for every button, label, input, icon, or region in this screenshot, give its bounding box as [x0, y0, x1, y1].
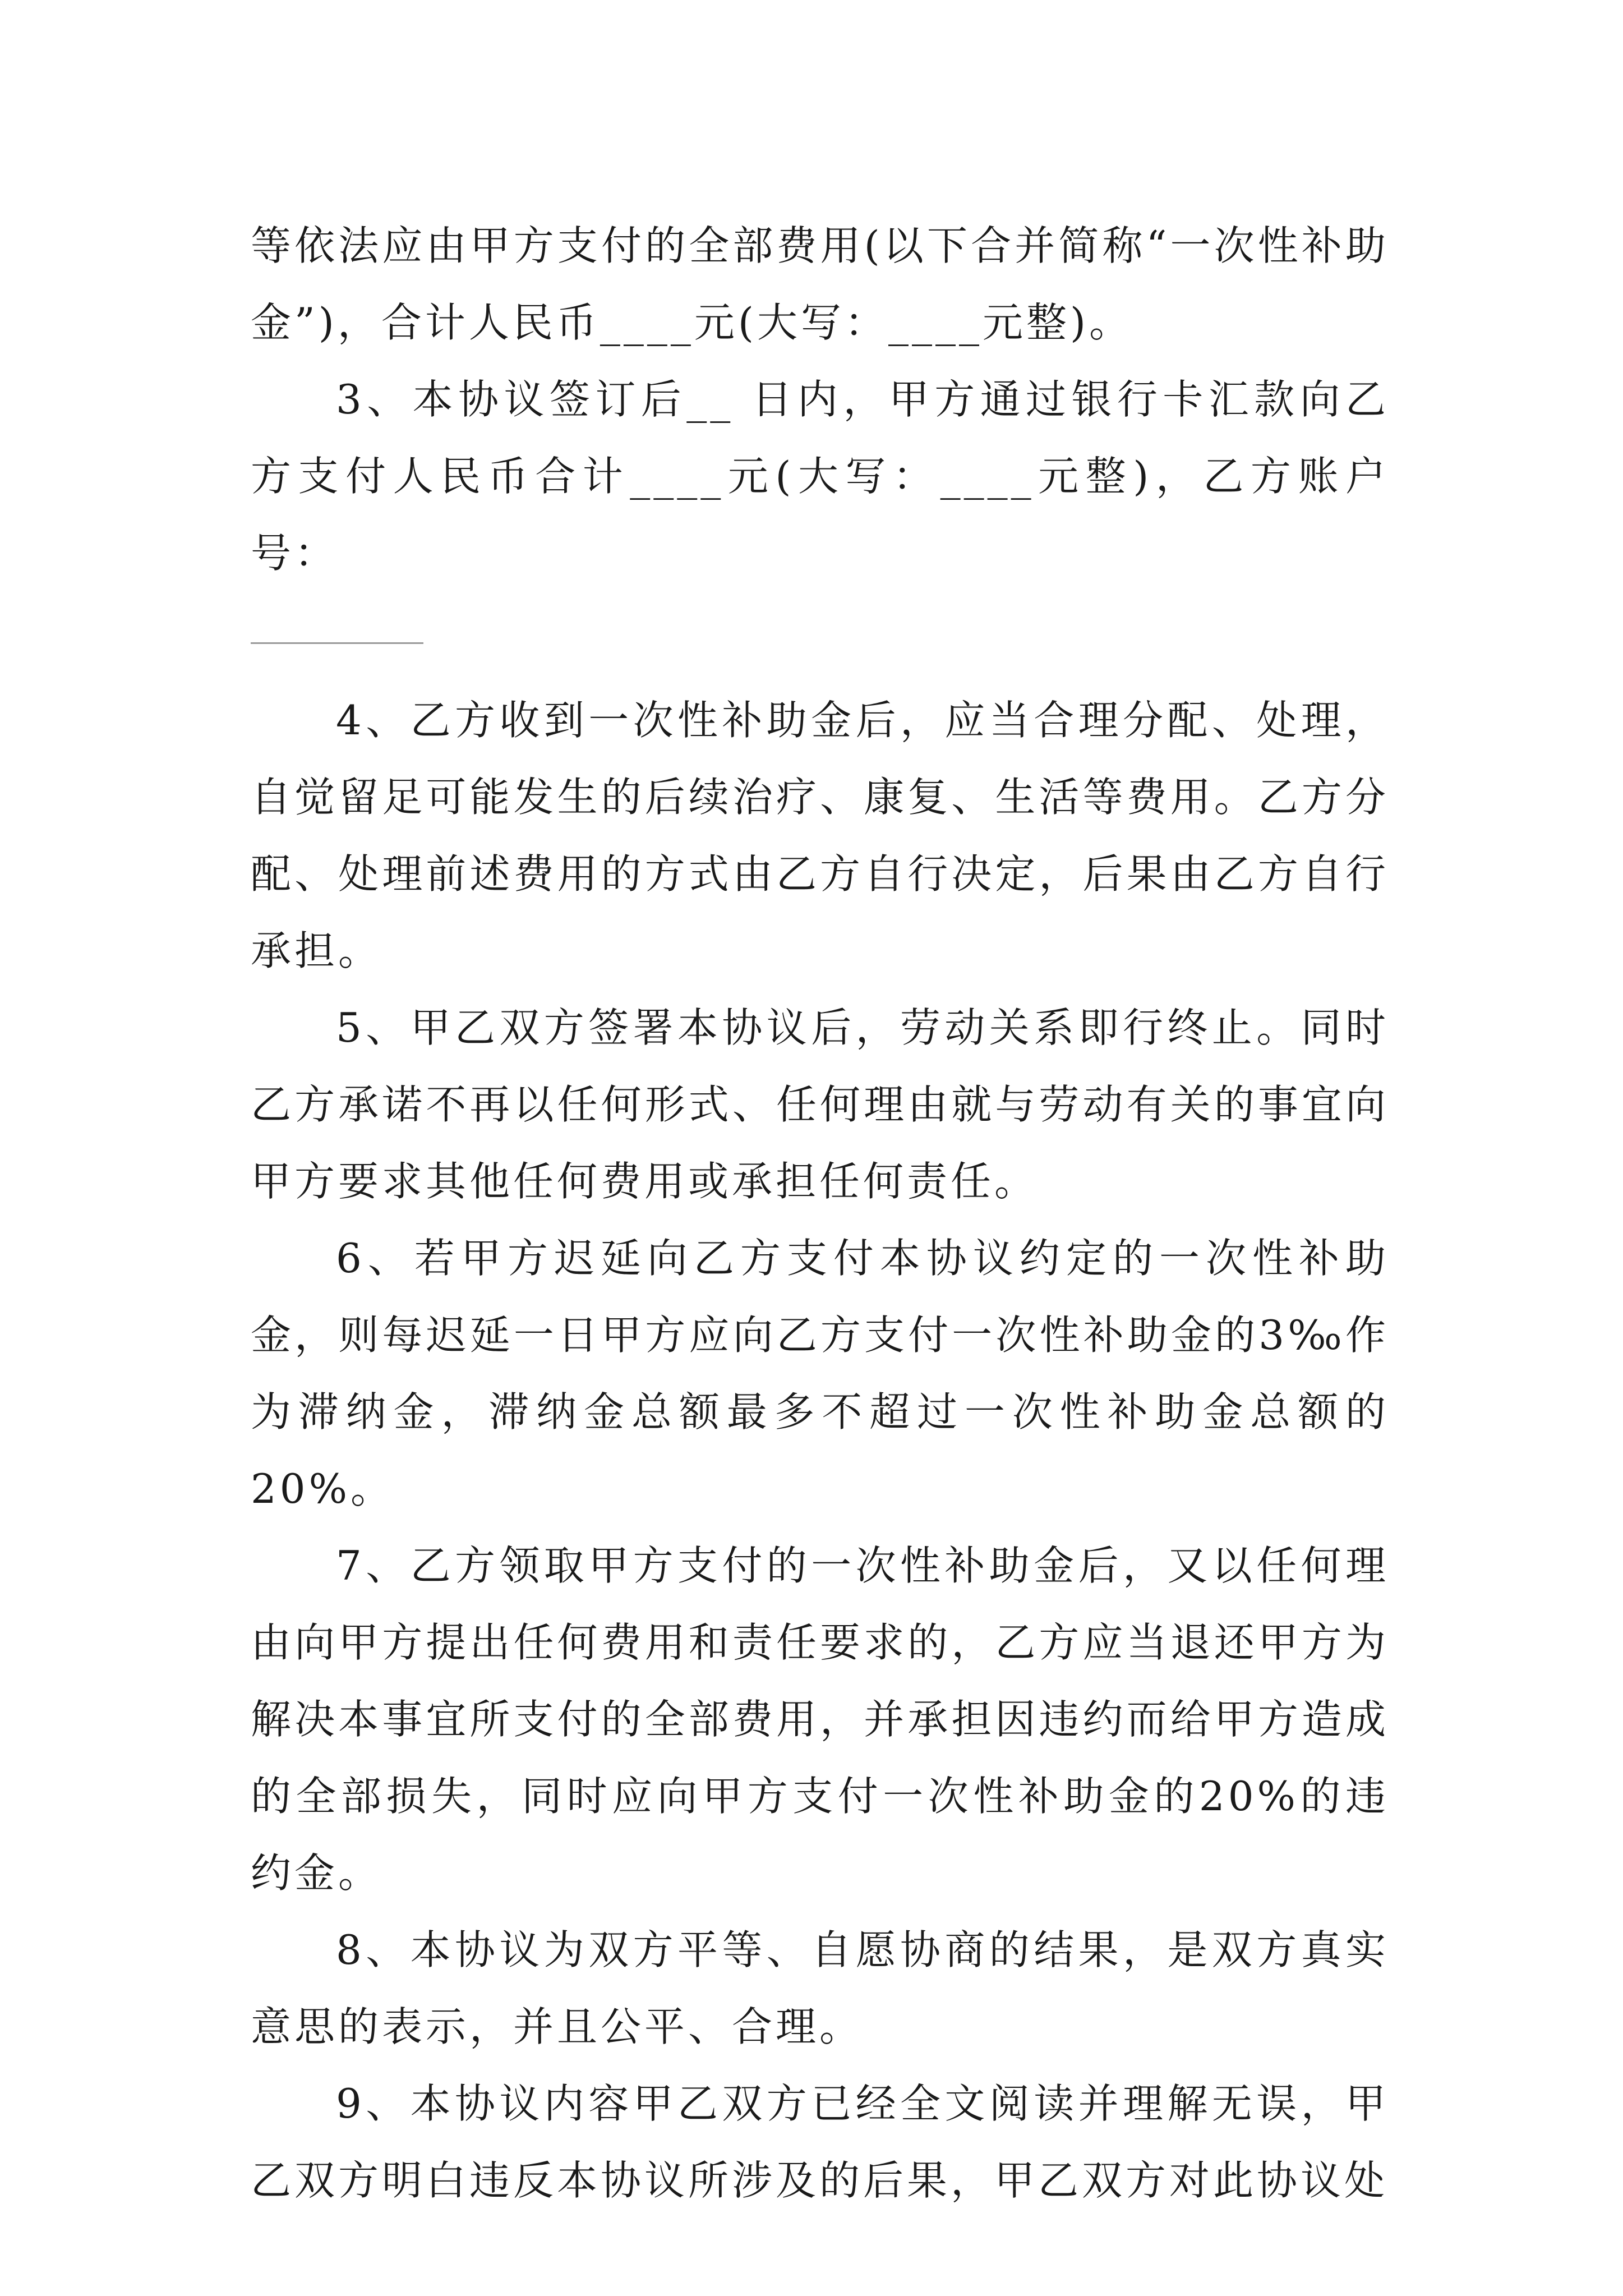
document-body: [251, 208, 1389, 2219]
paragraph-clause-8: 8、本协议为双方平等、自愿协商的结果，是双方真实意思的表示，并且公平、合理。: [251, 1926, 1389, 2050]
paragraph-clause-7: 7、乙方领取甲方支付的一次性补助金后，又以任何理由向甲方提出任何费用和责任要求的，乙方应当退还甲方为解决本事宜所支付的全部费用，并承担因违约而给甲方造成的全部损失，同时应向甲方支付一次性补助金的20%的违约金。: [251, 1542, 1389, 1897]
paragraph-clause-3: 3、本协议签订后__ 日内，甲方通过银行卡汇款向乙方支付人民币合计____元(大写：____元整)，乙方账户号：: [251, 376, 1389, 577]
paragraph-clause-9: 9、本协议内容甲乙双方已经全文阅读并理解无误，甲乙双方明白违反本协议所涉及的后果，甲乙双方对此协议处: [251, 2080, 1389, 2204]
account-number-blank-line: [251, 642, 423, 644]
paragraph-clause-4: 4、乙方收到一次性补助金后，应当合理分配、处理，自觉留足可能发生的后续治疗、康复、生活等费用。乙方分配、处理前述费用的方式由乙方自行决定，后果由乙方自行承担。: [251, 697, 1389, 974]
paragraph-continued-fees: 等依法应由甲方支付的全部费用(以下合并简称“一次性补助金”)，合计人民币____元(大写：____元整)。: [251, 222, 1389, 346]
paragraph-clause-6: 6、若甲方迟延向乙方支付本协议约定的一次性补助金，则每迟延一日甲方应向乙方支付一次性补助金的3‰作为滞纳金，滞纳金总额最多不超过一次性补助金总额的20%。: [251, 1235, 1389, 1512]
paragraph-clause-5: 5、甲乙双方签署本协议后，劳动关系即行终止。同时乙方承诺不再以任何形式、任何理由就与劳动有关的事宜向甲方要求其他任何费用或承担任何责任。: [251, 1004, 1389, 1205]
